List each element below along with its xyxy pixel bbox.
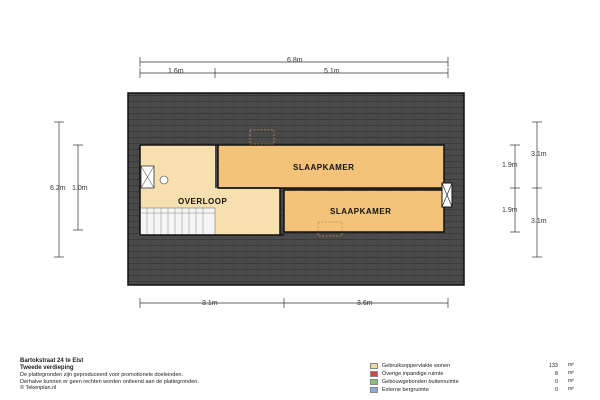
legend-label: Externe bergruimte <box>382 387 429 393</box>
dim-left-outer: 6.2m <box>50 185 66 192</box>
credit: © Tekenplan.nl <box>20 385 57 391</box>
dim-top-left: 1.6m <box>168 68 184 75</box>
legend-label: Overige inpandige ruimte <box>382 371 444 377</box>
dim-left-inner: 1.0m <box>72 185 88 192</box>
legend-swatch <box>370 387 378 393</box>
dim-bottom-left: 3.1m <box>202 300 218 307</box>
dim-right-inner-bottom: 1.9m <box>502 207 518 214</box>
dim-top-total: 6.8m <box>287 57 303 64</box>
legend-unit: m² <box>568 378 574 384</box>
legend-value: 8 <box>554 371 558 377</box>
staircase <box>140 208 215 235</box>
legend-row <box>370 370 580 378</box>
legend-label: Gebouwgebonden buitenruimte <box>382 379 459 385</box>
dim-right-inner-top: 1.9m <box>502 162 518 169</box>
legend-value: 0 <box>554 379 558 385</box>
legend-unit: m² <box>568 370 574 376</box>
disclaimer-line-1: De plattegronden zijn geproduceerd voor promotionele doeleinden. <box>20 372 183 378</box>
disclaimer-line-2: Derhalve kunnen er geen rechten worden ontleend aan de plattegronden. <box>20 378 199 385</box>
legend-swatch <box>370 379 378 385</box>
legend-swatch <box>370 363 378 369</box>
right-dimensions <box>510 122 542 257</box>
dim-right-outer-bottom: 3.1m <box>531 218 547 225</box>
legend-row <box>370 386 580 394</box>
dim-right-outer-top: 3.1m <box>531 151 547 158</box>
room-label-bedroom-top: SLAAPKAMER <box>293 163 355 172</box>
plan-info <box>20 358 199 392</box>
area-legend <box>370 362 580 394</box>
landing-area-lower <box>215 188 280 235</box>
bottom-dimensions <box>140 298 448 308</box>
legend-swatch <box>370 371 378 377</box>
room-label-bedroom-bottom: SLAAPKAMER <box>330 207 392 216</box>
legend-row <box>370 378 580 386</box>
dim-top-right: 5.1m <box>324 68 340 75</box>
floor-name: Tweede verdieping <box>20 365 74 371</box>
window-vent-icon <box>442 183 452 207</box>
legend-value: 0 <box>554 387 558 393</box>
room-label-landing: OVERLOOP <box>178 197 228 206</box>
legend-row <box>370 362 580 370</box>
legend-label: Gebruiksoppervlakte wonen <box>382 363 451 369</box>
legend-unit: m² <box>568 362 574 368</box>
dim-bottom-right: 3.6m <box>357 300 373 307</box>
legend-value: 133 <box>548 363 558 369</box>
address: Bartokstraat 24 te Elst <box>20 358 84 364</box>
legend-unit: m² <box>568 386 574 392</box>
